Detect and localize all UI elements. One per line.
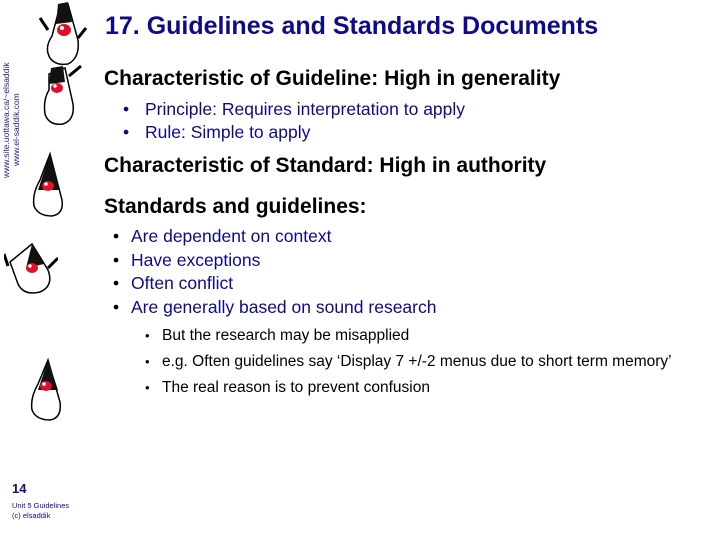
list-item: • Principle: Requires interpretation to apply xyxy=(145,98,465,121)
list-item: • Rule: Simple to apply xyxy=(145,121,465,144)
list-item: • Are dependent on context xyxy=(131,225,436,249)
list-item: • The real reason is to prevent confusion xyxy=(162,378,692,398)
duke-mascot-icon xyxy=(4,240,58,300)
guideline-bullet-list xyxy=(145,98,465,144)
footer-copyright: (c) elsaddik xyxy=(12,511,51,520)
list-item: • Often conflict xyxy=(131,272,436,296)
standards-guidelines-heading: Standards and guidelines: xyxy=(104,195,367,218)
duke-mascot-icon xyxy=(26,356,76,426)
guideline-heading: Characteristic of Guideline: High in generality xyxy=(104,67,561,90)
footer-unit: Unit 5 Guidelines xyxy=(12,501,70,510)
list-item: • Are generally based on sound research xyxy=(131,296,436,320)
standards-bullet-list xyxy=(131,225,436,320)
duke-mascot-icon xyxy=(35,60,85,130)
sidebar-url-primary: www.site.uottawa.ca/~elsaddik xyxy=(1,62,11,178)
list-item: • But the research may be misapplied xyxy=(162,326,692,346)
standard-heading: Characteristic of Standard: High in authority xyxy=(104,154,547,177)
sidebar-urls xyxy=(1,48,21,178)
slide-number: 14 xyxy=(12,481,27,496)
list-item: • Have exceptions xyxy=(131,249,436,273)
sidebar-url-secondary: www.el-saddik.com xyxy=(11,93,21,166)
list-item: • e.g. Often guidelines say ‘Display 7 +/-2 menus due to short term memory’ xyxy=(162,352,692,372)
research-sub-bullet-list xyxy=(162,326,692,404)
slide-footer xyxy=(12,501,69,521)
slide-title: 17. Guidelines and Standards Documents xyxy=(105,12,599,40)
duke-mascot-icon xyxy=(26,150,76,220)
